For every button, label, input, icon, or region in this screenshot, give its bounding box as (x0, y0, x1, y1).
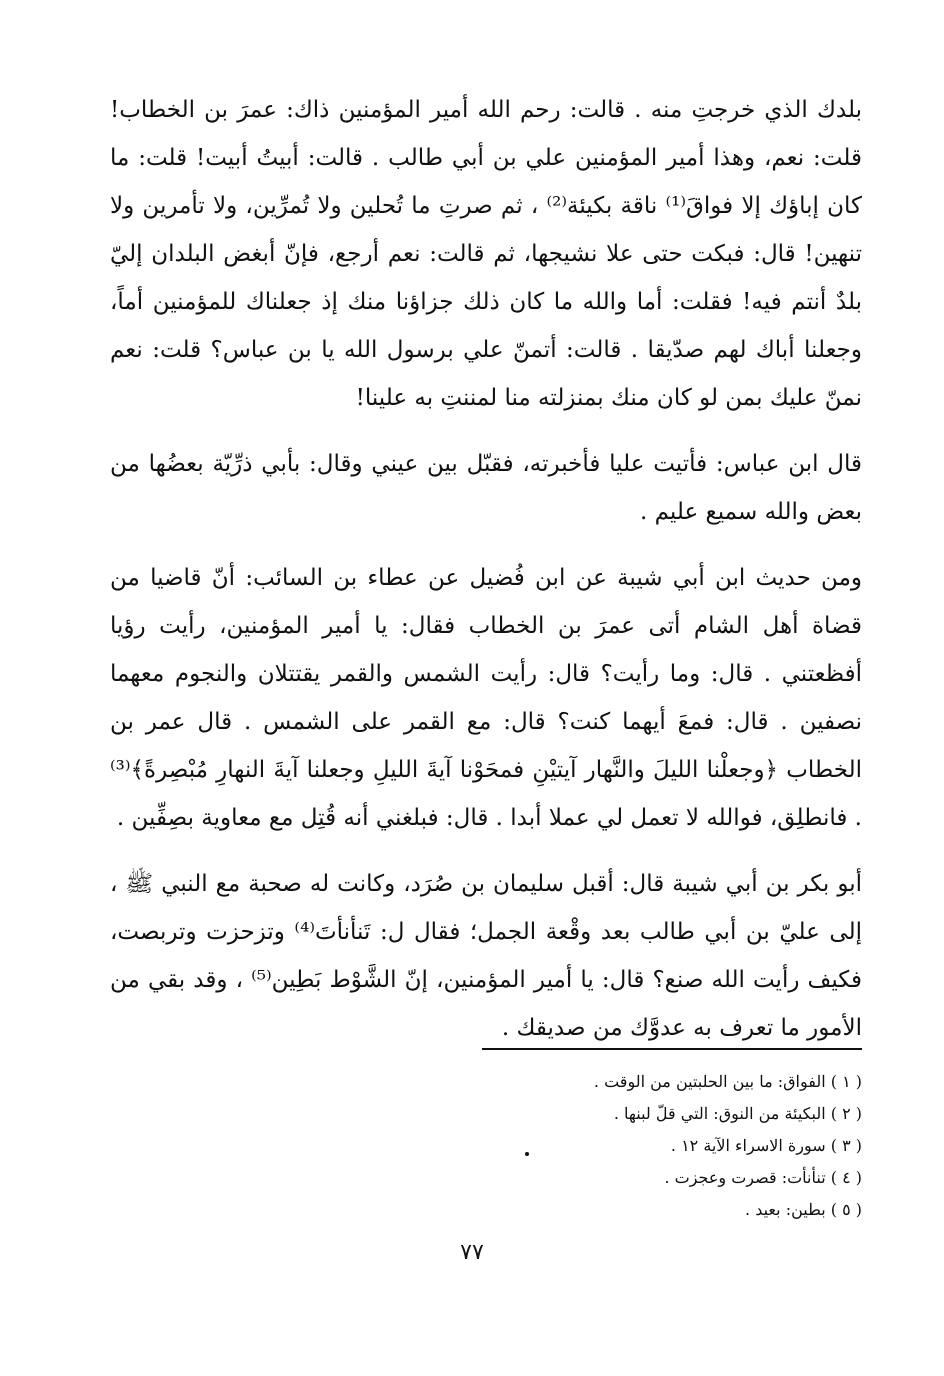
footnote-5: ( ٥ ) بطين: بعيد . (745, 1200, 862, 1219)
footnote-1: ( ١ ) الفواق: ما بين الحلبتين من الوقت . (593, 1072, 862, 1091)
footnote-4: ( ٤ ) تنأنأت: قصرت وعجزت . (664, 1168, 862, 1187)
footnote-2: ( ٢ ) البكيئة من النوق: التي قلّ لبنها . (613, 1104, 862, 1123)
footnote-3: ( ٣ ) سورة الاسراء الآية ١٢ . (670, 1136, 862, 1155)
paragraph-3: ومن حديث ابن أبي شيبة عن ابن فُضيل عن عطاء بن السائب: أنّ قاضيا من قضاة أهل الشام أتى عمرَ بن الخطاب فقال: يا أمير المؤمنين، رأيت رؤيا أفظعتني . قال: وما رأيت؟ قال: رأيت الشمس والقمر يقتتلان والنجوم معهما نصفين . قال: فمعَ أيهما كنت؟ قال: مع القمر على الشمس . قال عمر بن الخطاب ﴿وجعلْنا الليلَ والنَّهار آيتيْنِ فمحَوْنا آيةَ الليلِ وجعلنا آيةَ النهارِ مُبْصِرةً﴾⁽³⁾ . فانطلِق، فوالله لا تعمل لي عملا أبدا . قال: فبلغني أنه قُتِل مع معاوية بصِفِّين . (110, 565, 862, 831)
main-text (110, 86, 862, 1052)
footnotes-list (442, 1066, 862, 1226)
paragraph-2: قال ابن عباس: فأتيت عليا فأخبرته، فقبّل بين عيني وقال: بأبي ذرِّيّة بعضُها من بعض والله سميع عليم . (110, 451, 862, 525)
paragraph-4: أبو بكر بن أبي شيبة قال: أقبل سليمان بن صُرَد، وكانت له صحبة مع النبي ﷺ ، إلى عليّ بن أبي طالب بعد وقْعة الجمل؛ فقال ل: تَنأنأتَ⁽⁴⁾ وتزحزت وتربصت، فكيف رأيت الله صنع؟ قال: يا أمير المؤمنين، إنّ الشَّوْط بَطِين⁽⁵⁾ ، وقد بقي من الأمور ما تعرف به عدوَّك من صديقك . (110, 871, 863, 1041)
page-number: ٧٧ (460, 1240, 484, 1265)
scan-speck (525, 1152, 529, 1156)
paragraph-1: بلدك الذي خرجتِ منه . قالت: رحم الله أمير المؤمنين ذاك: عمرَ بن الخطاب! قلت: نعم، وهذا أمير المؤمنين علي بن أبي طالب . قالت: أبيتُ أبيت! قلت: ما كان إباؤك إلا فواقَ⁽¹⁾ ناقة بكيئة⁽²⁾ ، ثم صرتِ ما تُحلين ولا تُمرِّين، ولا تأمرين ولا تنهين! قال: فبكت حتى علا نشيجها، ثم قالت: نعم أرجع، فإنّ أبغض البلدان إليّ بلدٌ أنتم فيه! فقلت: أما والله ما كان ذلك جزاؤنا منك إذ جعلناك للمؤمنين أماً، وجعلنا أباك لهم صدّيقا . قالت: أتمنّ علي برسول الله يا بن عباس؟ قلت: نعم نمنّ عليك بمن لو كان منك بمنزلته منا لمننتِ به علينا! (110, 97, 862, 411)
footnote-divider (482, 1048, 862, 1050)
